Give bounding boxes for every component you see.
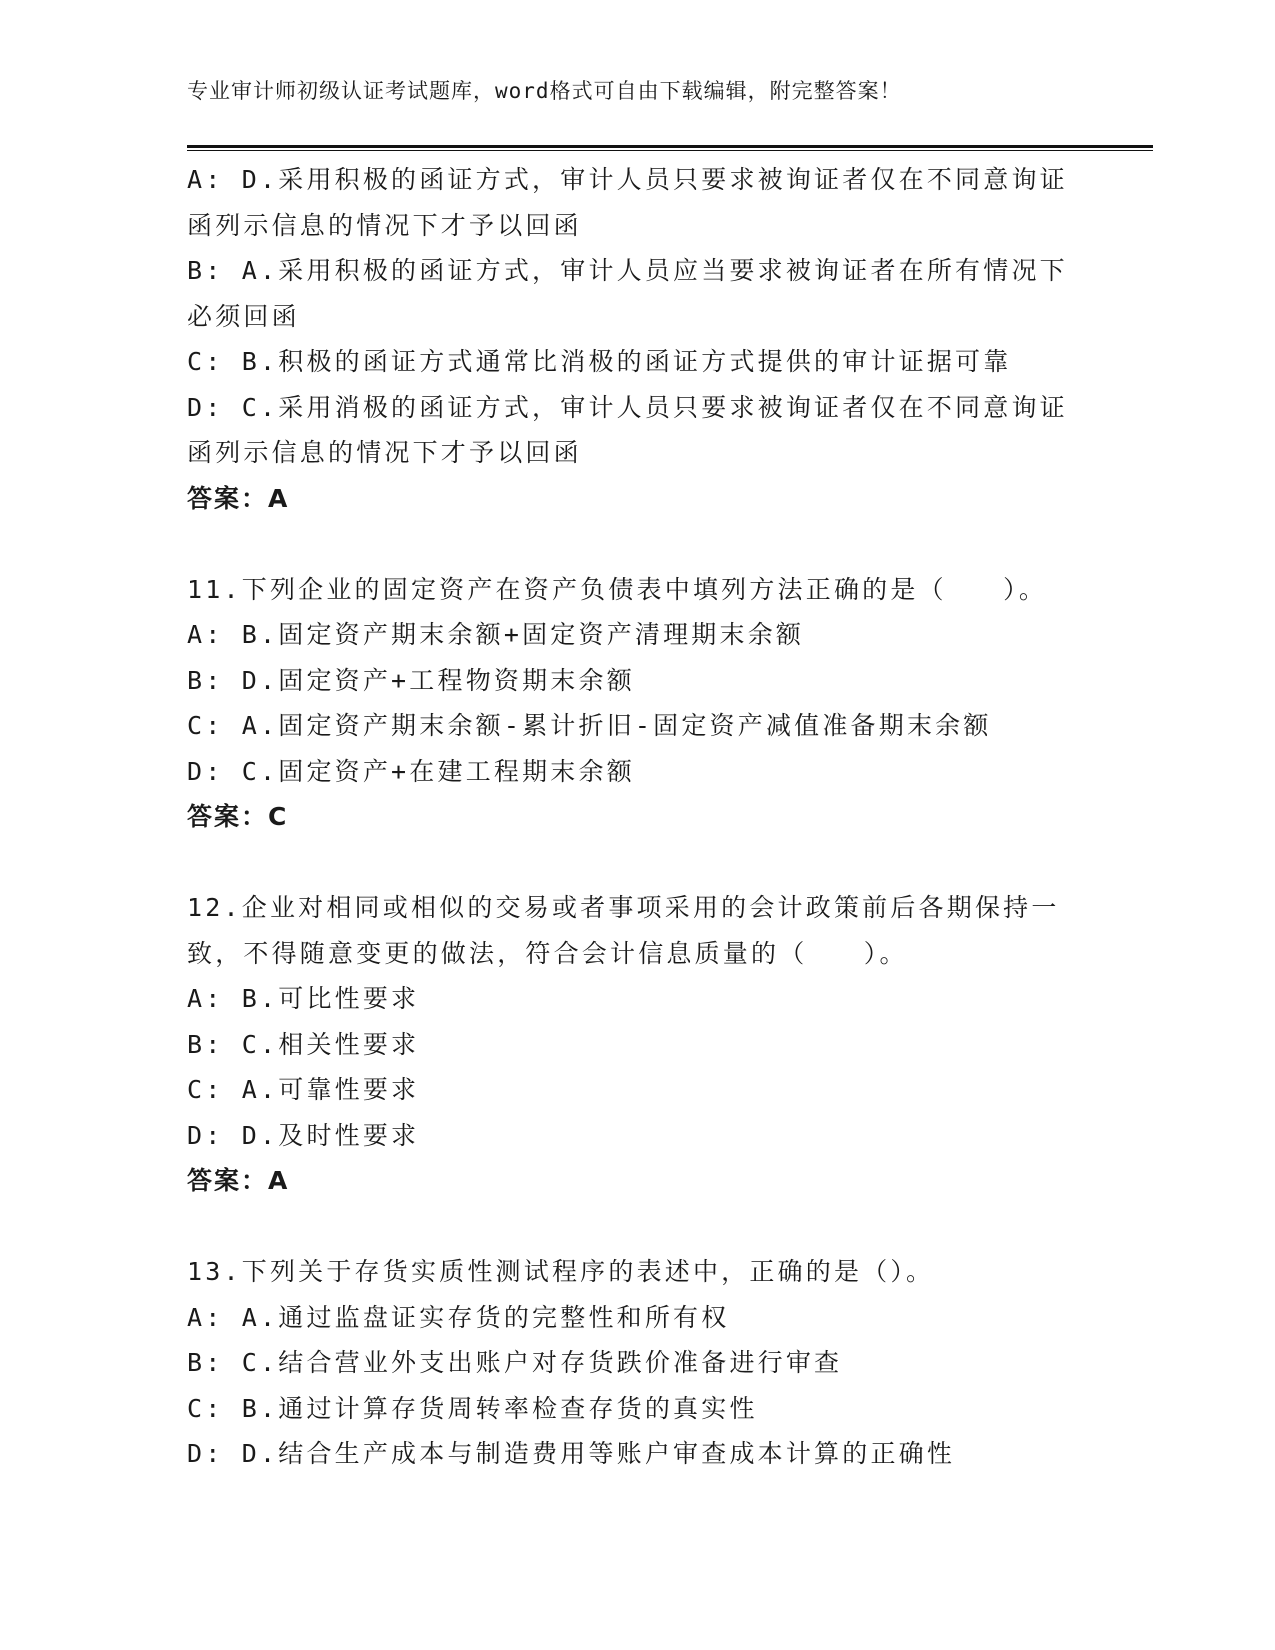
option-d: D: C.采用消极的函证方式，审计人员只要求被询证者仅在不同意询证函列示信息的情况下才予以回函 [187, 392, 1068, 467]
option-c: C: B.通过计算存货周转率检查存货的真实性 [187, 1393, 758, 1423]
option-d: D: D.及时性要求 [187, 1120, 420, 1150]
question-stem: 12.企业对相同或相似的交易或者事项采用的会计政策前后各期保持一致，不得随意变更的做法，符合会计信息质量的（ ）。 [187, 893, 1060, 968]
option-a: A: B.可比性要求 [187, 984, 420, 1013]
option-a: A: A.通过监盘证实存货的完整性和所有权 [187, 1302, 730, 1332]
question-11-block [187, 567, 1087, 840]
spacer [187, 1204, 1087, 1250]
option-a: A: B.固定资产期末余额+固定资产清理期末余额 [187, 620, 805, 649]
option-b: B: C.相关性要求 [187, 1029, 420, 1059]
question-13-block [187, 1249, 1087, 1477]
option-c: C: A.可靠性要求 [187, 1075, 420, 1104]
spacer [187, 840, 1087, 886]
option-b: B: A.采用积极的函证方式，审计人员应当要求被询证者在所有情况下必须回函 [187, 256, 1068, 331]
answer-label: 答案：A [187, 1166, 290, 1195]
question-stem: 13.下列关于存货实质性测试程序的表述中，正确的是（）。 [187, 1257, 935, 1286]
option-a: A: D.采用积极的函证方式，审计人员只要求被询证者仅在不同意询证函列示信息的情况下才予以回函 [187, 165, 1068, 240]
question-content [187, 157, 1087, 1477]
option-c: C: B.积极的函证方式通常比消极的函证方式提供的审计证据可靠 [187, 347, 1012, 376]
question-12-block [187, 885, 1087, 1204]
page-header: 专业审计师初级认证考试题库，word格式可自由下载编辑，附完整答案！ [187, 79, 902, 103]
spacer [187, 521, 1087, 567]
option-d: D: D.结合生产成本与制造费用等账户审查成本计算的正确性 [187, 1439, 956, 1468]
option-c: C: A.固定资产期末余额-累计折旧-固定资产减值准备期末余额 [187, 711, 992, 740]
question-10-block [187, 157, 1087, 521]
option-b: B: D.固定资产+工程物资期末余额 [187, 665, 635, 695]
answer-label: 答案：A [187, 483, 290, 513]
option-b: B: C.结合营业外支出账户对存货跌价准备进行审查 [187, 1348, 843, 1377]
question-stem: 11.下列企业的固定资产在资产负债表中填列方法正确的是（ ）。 [187, 574, 1048, 604]
option-d: D: C.固定资产+在建工程期末余额 [187, 756, 635, 786]
header-rule-thin [187, 150, 1153, 151]
header-rule-thick [187, 145, 1153, 148]
answer-label: 答案：C [187, 802, 289, 831]
